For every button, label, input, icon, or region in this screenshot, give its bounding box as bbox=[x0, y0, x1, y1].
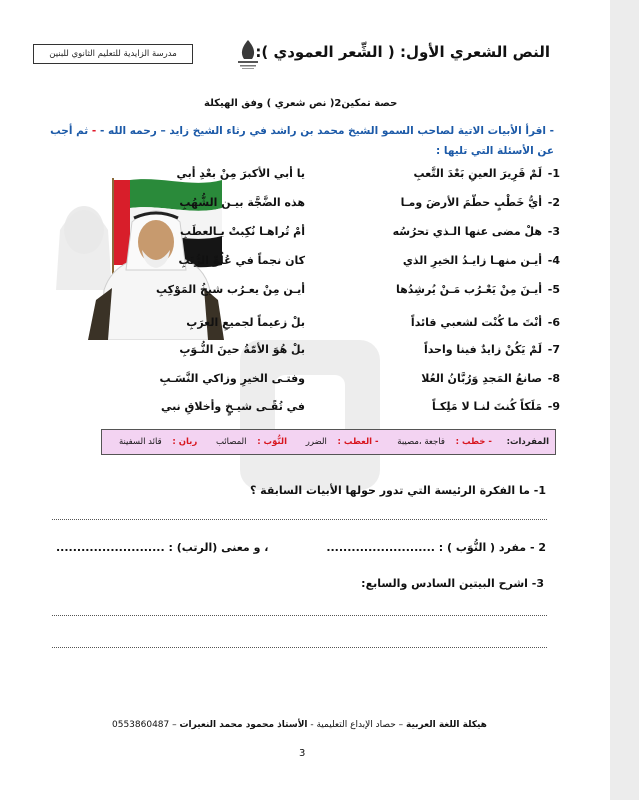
page-number: 3 bbox=[299, 748, 306, 759]
verse-number: 6- bbox=[547, 316, 560, 329]
verse-first-hemistich: لَمْ قَرِيرَ العينِ بَعْدَ التَّعبِ bbox=[413, 167, 542, 180]
footer bbox=[112, 720, 487, 730]
vocabulary-box bbox=[101, 429, 556, 455]
verse-line bbox=[105, 400, 560, 422]
verse-number: 7- bbox=[547, 343, 560, 356]
footer-teacher: الأستاذ محمود محمد النعيرات bbox=[179, 720, 308, 730]
verse-number: 2- bbox=[547, 196, 560, 209]
verse-line bbox=[105, 283, 560, 305]
verse-first-hemistich: هلْ مضى عنها الـذي تحرُسُه bbox=[392, 225, 542, 238]
footer-phone: – 0553860487 bbox=[112, 720, 177, 730]
verse-first-hemistich: لَمْ يَكُنْ زايدٌ فينا واحداً bbox=[423, 343, 542, 356]
verse-number: 4- bbox=[547, 254, 560, 267]
viewer-side-margin bbox=[610, 0, 639, 800]
intro-separator: - bbox=[88, 125, 100, 137]
school-name-box: مدرسة الزايدية للتعليم الثانوي للبنين bbox=[33, 44, 193, 64]
footer-subject: هيكلة اللغة العربية bbox=[406, 720, 487, 730]
verse-second-hemistich: يا أبي الأكبرَ مِنْ بعْدِ أبي bbox=[176, 167, 305, 180]
footer-middle: – حصاد الإبداع التعليمية - bbox=[310, 720, 404, 730]
verse-second-hemistich: بلْ زعيماً لجميعِ العرَبِ bbox=[186, 316, 305, 329]
vocab-definition: الضرر bbox=[305, 437, 327, 447]
verse-line bbox=[105, 196, 560, 218]
intro-part2: ثم أجب عن الأسئلة التي تليها : bbox=[50, 125, 554, 157]
vocabulary-label: المفردات: bbox=[506, 437, 549, 447]
verse-first-hemistich: أنْتَ ما كُنْت لشعبي قائداً bbox=[410, 316, 542, 329]
verse-second-hemistich: هذه الضَّجَّة بيـن الشُّهُبِ bbox=[179, 196, 305, 209]
answer-line[interactable] bbox=[52, 615, 547, 616]
verse-number: 1- bbox=[547, 167, 560, 180]
vocab-word: النُّوَب : bbox=[257, 437, 288, 447]
intro-part1: - اقرأ الأبيات الاتية لصاحب السمو الشيخ محمد بن راشد في رثاء الشيخ زايد – رحمه الله - bbox=[99, 125, 554, 137]
verse-first-hemistich: أيـنَ مِنْ يَعْـرُب مَـنْ يُرشِدُها bbox=[396, 283, 542, 296]
verse-line bbox=[105, 167, 560, 189]
intro-instruction bbox=[44, 121, 554, 161]
verse-second-hemistich: كان نجماً في عُلُوِّ الرُّتَبِ bbox=[178, 254, 305, 267]
verse-first-hemistich: صانعُ المَجدِ وَرُبَّانُ العُلا bbox=[421, 372, 542, 385]
verse-line bbox=[105, 316, 560, 338]
verse-line bbox=[105, 254, 560, 276]
session-title: حصة تمكين2( نص شعري ) وفق الهيكلة bbox=[204, 98, 398, 109]
question-1: 1- ما الفكرة الرئيسة التي تدور حولها الأبيات السابقة ؟ bbox=[249, 484, 546, 497]
vocab-word: ربان : bbox=[172, 437, 198, 447]
question-3: 3- اشرح البيتين السادس والسابع: bbox=[361, 577, 544, 590]
verse-number: 5- bbox=[547, 283, 560, 296]
vocab-word: - خطب : bbox=[455, 437, 492, 447]
question-2-part-b: ، و معنى (الرتب) : .......................... bbox=[56, 541, 269, 554]
verse-line bbox=[105, 343, 560, 365]
verse-second-hemistich: في تُقًـى شيـخٍ وأخلاقِ نبي bbox=[160, 400, 305, 413]
verse-number: 9- bbox=[547, 400, 560, 413]
verse-number: 8- bbox=[547, 372, 560, 385]
verse-first-hemistich: أيـن منهـا زايـدُ الخيرِ الذي bbox=[402, 254, 542, 267]
answer-line[interactable] bbox=[52, 519, 547, 520]
verse-first-hemistich: مَلَكاً كُنتَ لنـا لا مَلِكـاً bbox=[432, 400, 542, 413]
question-2-part-a: 2 - مفرد ( النُّوَب ) : .......................... bbox=[326, 541, 546, 554]
verse-second-hemistich: بلْ هُوَ الأمّةُ حينَ النُّـوَبِ bbox=[179, 343, 305, 356]
verse-first-hemistich: أيُّ خَطْبٍ حطّمَ الأرضَ ومـا bbox=[400, 196, 542, 209]
verse-second-hemistich: أيـن مِنْ يعـرُب شيخُ المَوْكِبِ bbox=[155, 283, 305, 296]
verse-line bbox=[105, 372, 560, 394]
vocab-word: - العطب : bbox=[337, 437, 379, 447]
vocab-definition: المصائب bbox=[215, 437, 247, 447]
verse-line bbox=[105, 225, 560, 247]
verse-second-hemistich: أمْ تُراهـا نُكِبتْ بـالعطَبِ bbox=[180, 225, 305, 238]
vocab-definition: قائد السفينة bbox=[118, 437, 162, 447]
verse-number: 3- bbox=[547, 225, 560, 238]
vocab-definition: فاجعة ،مصيبة bbox=[397, 437, 445, 447]
main-title: النص الشعري الأول: ( الشِّعر العمودي ): bbox=[255, 43, 550, 61]
answer-line[interactable] bbox=[52, 647, 547, 648]
verse-second-hemistich: وفتـى الخيرِ وزاكي النَّسَـبِ bbox=[159, 372, 305, 385]
